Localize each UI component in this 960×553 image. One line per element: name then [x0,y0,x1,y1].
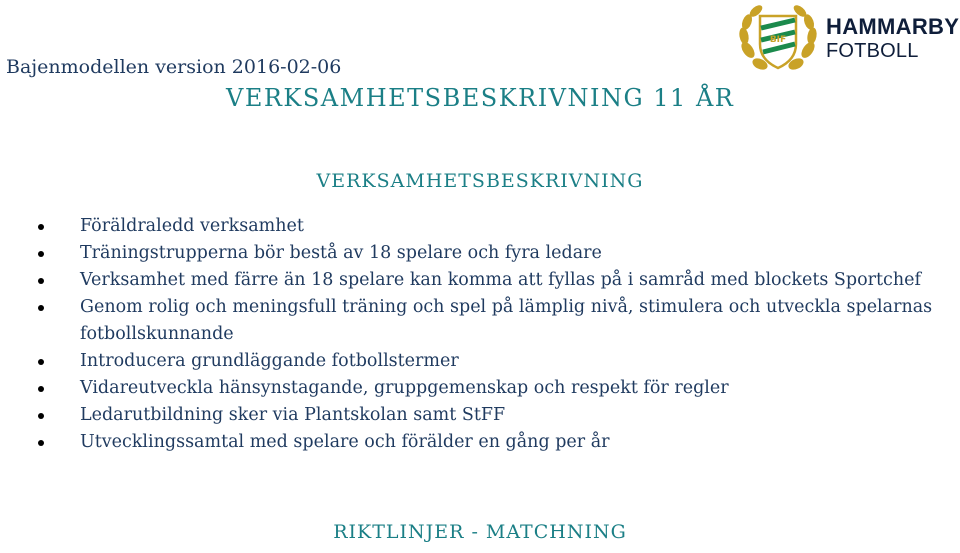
list-item: Genom rolig och meningsfull träning och spel på lämplig nivå, stimulera och utveckla spelarnas fotbollskunnande [0,294,940,348]
list-item: Introducera grundläggande fotbollstermer [0,348,940,375]
brand-wordmark [826,16,959,61]
crest-icon [738,2,818,76]
version-line: Bajenmodellen version 2016-02-06 [6,56,342,78]
bullet-list [0,213,940,456]
hammarby-logo [738,2,958,76]
list-item: Utvecklingssamtal med spelare och förälder en gång per år [0,429,940,456]
brand-line-2: FOTBOLL [826,40,919,62]
list-item: Föräldraledd verksamhet [0,213,940,240]
list-item: Vidareutveckla hänsynstagande, gruppgemenskap och respekt för regler [0,375,940,402]
document-title: VERKSAMHETSBESKRIVNING 11 ÅR [226,84,735,112]
section-heading-riktlinjer: RIKTLINJER - MATCHNING [333,521,627,543]
section-heading-verksamhet: VERKSAMHETSBESKRIVNING [316,170,644,192]
list-item: Verksamhet med färre än 18 spelare kan komma att fyllas på i samråd med blockets Sportchef [0,267,940,294]
list-item: Ledarutbildning sker via Plantskolan samt StFF [0,402,940,429]
brand-line-1: HAMMARBY [826,14,960,39]
list-item: Träningstrupperna bör bestå av 18 spelare och fyra ledare [0,240,940,267]
crest-letters: BIF [769,35,787,45]
